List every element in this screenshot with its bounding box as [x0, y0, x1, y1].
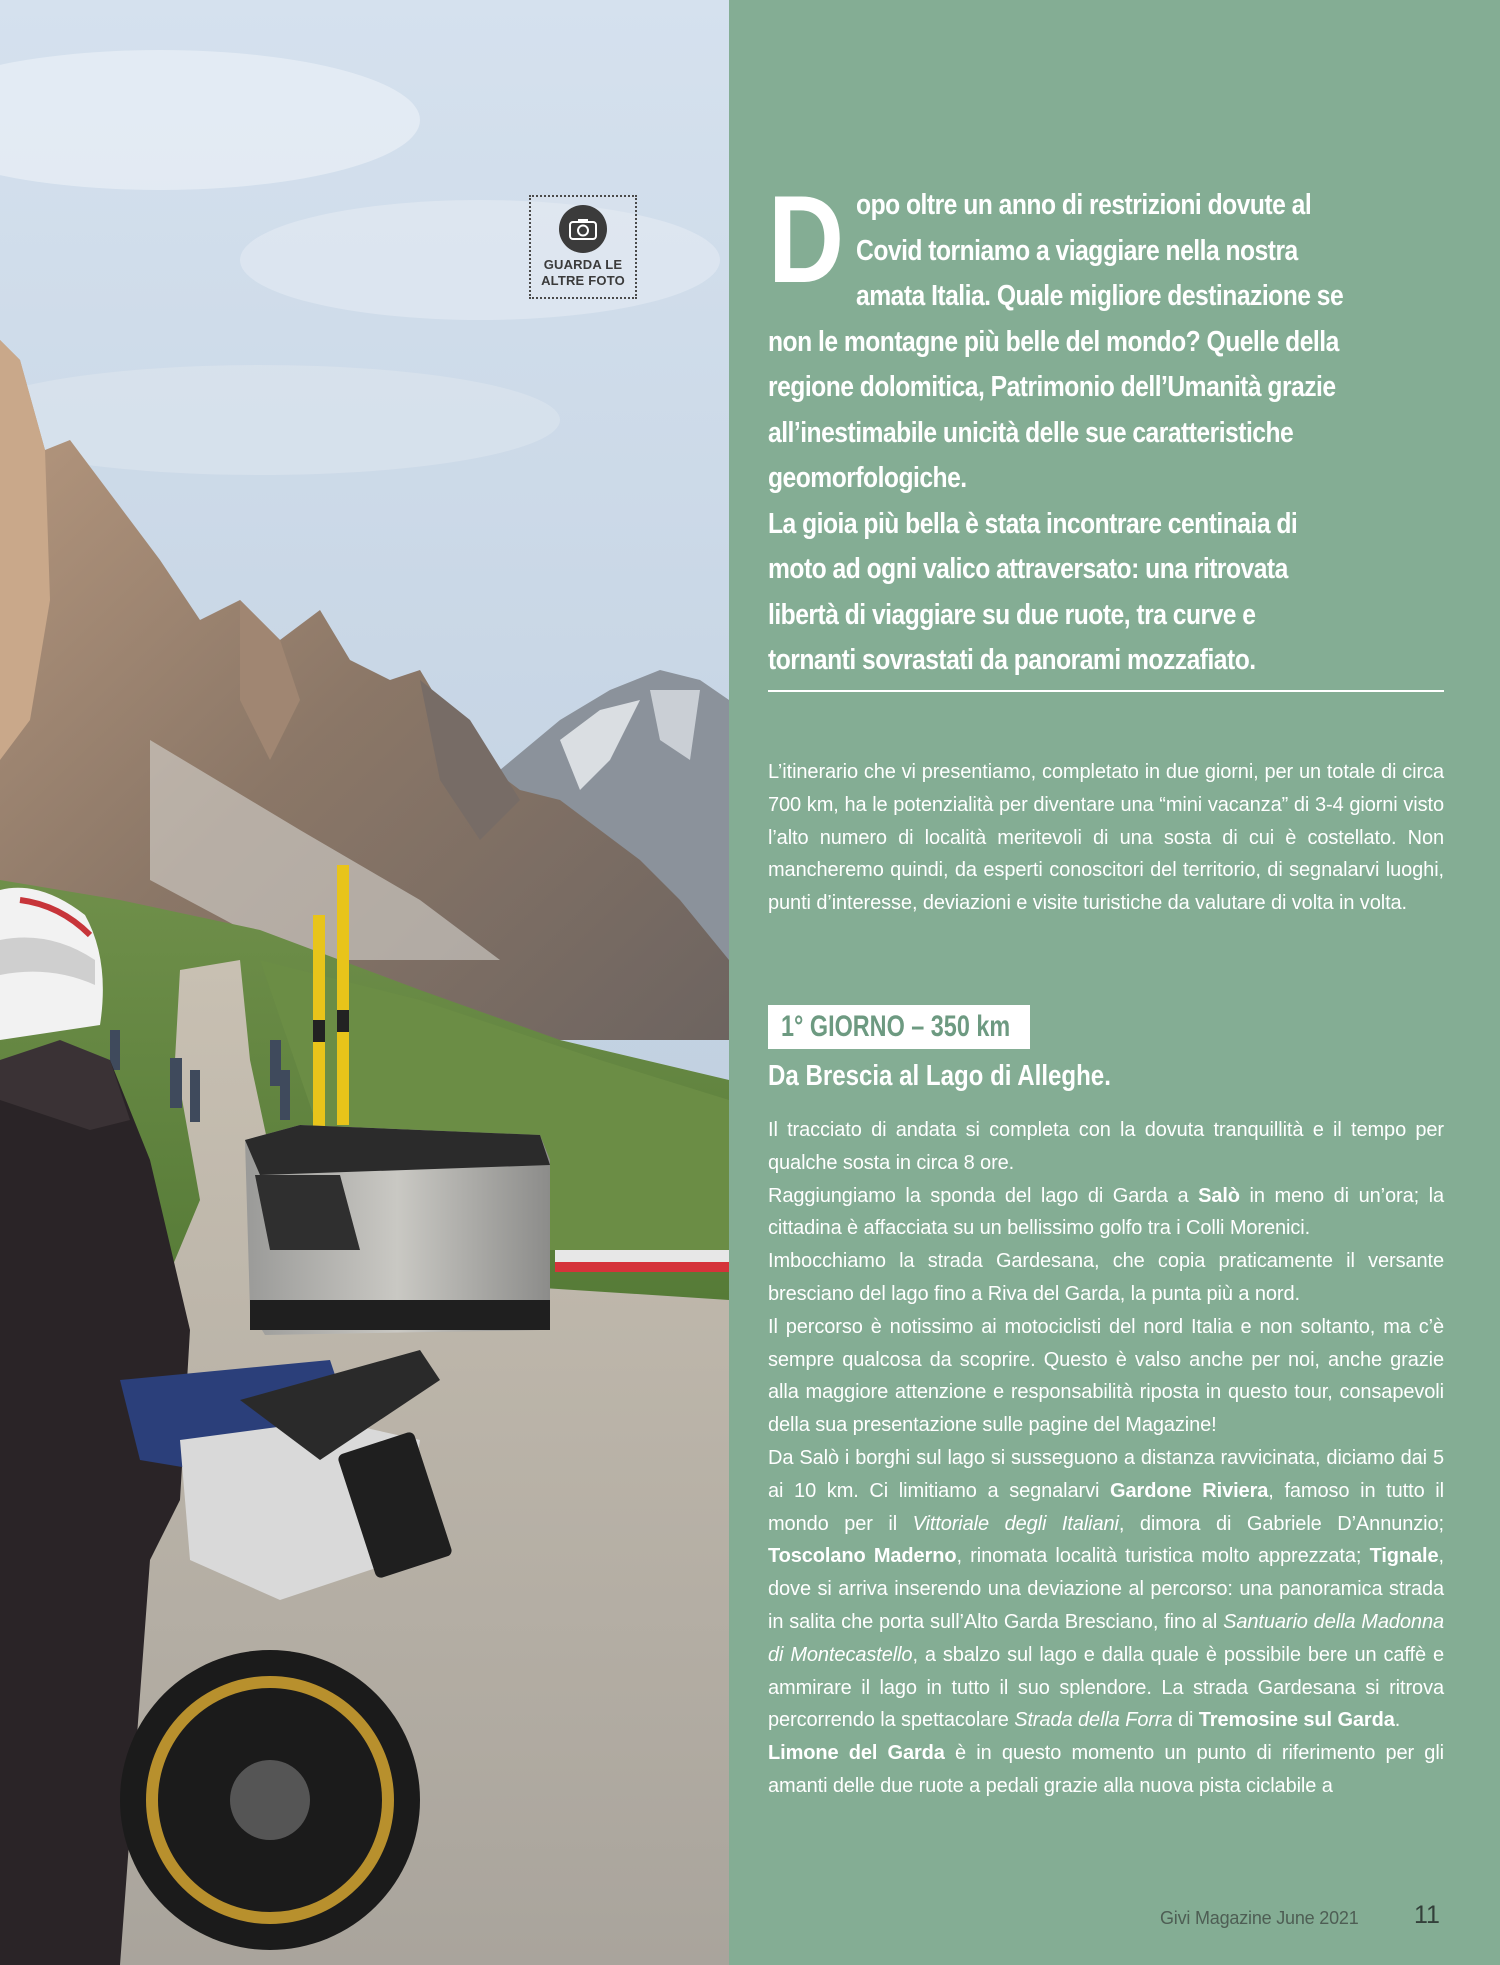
day-1-tag: [768, 1005, 1030, 1049]
day-1-paragraph-5: [768, 1442, 1444, 1737]
gallery-label-line2: ALTRE FOTO: [541, 273, 625, 288]
day-1-tag-text: 1° GIORNO – 350 km: [781, 1010, 1011, 1043]
camera-icon: [559, 205, 607, 253]
place-limone: Limone del Garda: [768, 1742, 945, 1765]
place-strada-della-forra: Strada della Forra: [1014, 1709, 1173, 1732]
place-tremosine: Tremosine sul Garda: [1198, 1709, 1395, 1732]
see-more-photos-button[interactable]: [529, 195, 637, 299]
magazine-issue: Givi Magazine June 2021: [1160, 1908, 1359, 1928]
day-1-paragraph-2: [768, 1180, 1444, 1246]
intro-paragraph-1: [768, 171, 1346, 502]
text-run: , rinomata località turistica molto apprezzata;: [956, 1545, 1370, 1568]
text-run: è in questo momento un punto di riferimento per gli amanti delle due ruote a pedali grazie alla nuova pista ciclabile a: [768, 1742, 1445, 1797]
place-toscolano-maderno: Toscolano Maderno: [768, 1545, 957, 1568]
text-run: , a sbalzo sul lago e dalla quale è possibile bere un caffè e ammirare il lago in tutto il suo splendore. La strada Gardesana si ritrova percorrendo la spettacolare: [768, 1643, 1444, 1732]
intro-text-1: opo oltre un anno di restrizioni dovute al Covid torniamo a viaggiare nella nostra amata Italia. Quale migliore destinazione se non le montagne più belle del mondo? Quelle della regione dolomitica, Patrimonio dell’Umanità grazie all’inestimabile unicità delle sue caratteristiche geomorfologiche.: [768, 189, 1344, 494]
text-run: Da Salò i borghi sul lago si susseguono a distanza ravvicinata, diciamo dai 5 ai 10 km. Ci limitiamo a segnalarvi: [768, 1446, 1444, 1502]
gallery-label-line1: GUARDA LE: [543, 257, 623, 272]
itinerary-text: L’itinerario che vi presentiamo, completato in due giorni, per un totale di circa 700 km, ha le potenzialità per diventare una “mini vacanza” di 3-4 giorni visto l’alto numero di località meritevoli di una sosta di cui è costellato. Non mancheremo quindi, da esperti conoscitori del territorio, di segnalarvi luoghi, punti d’interesse, deviazioni e visite turistiche da valutare di volta in volta.: [768, 761, 1444, 915]
intro-paragraph-2: La gioia più bella è stata incontrare centinaia di moto ad ogni valico attraversato: una ritrovata libertà di viaggiare su due ruote, tra curve e tornanti sovrastati da panorami mozzafiato.: [768, 507, 1298, 676]
intro-lead: [768, 171, 1346, 684]
place-tignale: Tignale: [1369, 1545, 1439, 1568]
text-run: , famoso in tutto il mondo per il: [768, 1479, 1444, 1535]
text-run: , dove si arriva inserendo una deviazione al percorso: una panoramica strada in salita che porta sull’Alto Garda Bresciano, fino al: [768, 1545, 1444, 1633]
drop-cap: D: [768, 171, 845, 309]
place-gardone-riviera: Gardone Riviera: [1110, 1479, 1269, 1502]
day-1-body: [768, 1114, 1444, 1803]
text-run: Raggiungiamo la sponda del lago di Garda a: [768, 1184, 1199, 1207]
day-1-paragraph-1: Il tracciato di andata si completa con la dovuta tranquillità e il tempo per qualche sosta in circa 8 ore.: [768, 1119, 1444, 1174]
day-1-route-title: Da Brescia al Lago di Alleghe.: [768, 1060, 1111, 1092]
day-1-paragraph-3: Imbocchiamo la strada Gardesana, che copia praticamente il versante bresciano del lago fino a Riva del Garda, la punta più a nord.: [768, 1250, 1444, 1305]
text-run: in meno di un’ora; la cittadina è affacciata su un bellissimo golfo tra i Colli Morenici.: [768, 1184, 1444, 1240]
text-run: , dimora di Gabriele D’Annunzio;: [1118, 1512, 1444, 1535]
day-1-paragraph-6: [768, 1737, 1444, 1803]
place-santuario: Santuario della Madonna di Montecastello: [768, 1610, 1444, 1666]
day-1-paragraph-4: Il percorso è notissimo ai motociclisti del nord Italia e non soltanto, ma c’è sempre qualcosa da scoprire. Questo è valso anche per noi, anche grazie alla maggiore attenzione e responsabilità riposta in questo tour, consapevoli della sua presentazione sulle pagine del Magazine!: [768, 1315, 1444, 1437]
itinerary-paragraph: [768, 756, 1444, 920]
text-run: di: [1172, 1709, 1199, 1732]
place-vittoriale: Vittoriale degli Italiani: [912, 1512, 1119, 1535]
text-run: .: [1394, 1709, 1401, 1732]
page-number: 11: [1414, 1901, 1440, 1929]
hero-photo: [0, 0, 729, 1965]
section-divider: [768, 690, 1444, 692]
place-salo: Salò: [1198, 1184, 1240, 1207]
